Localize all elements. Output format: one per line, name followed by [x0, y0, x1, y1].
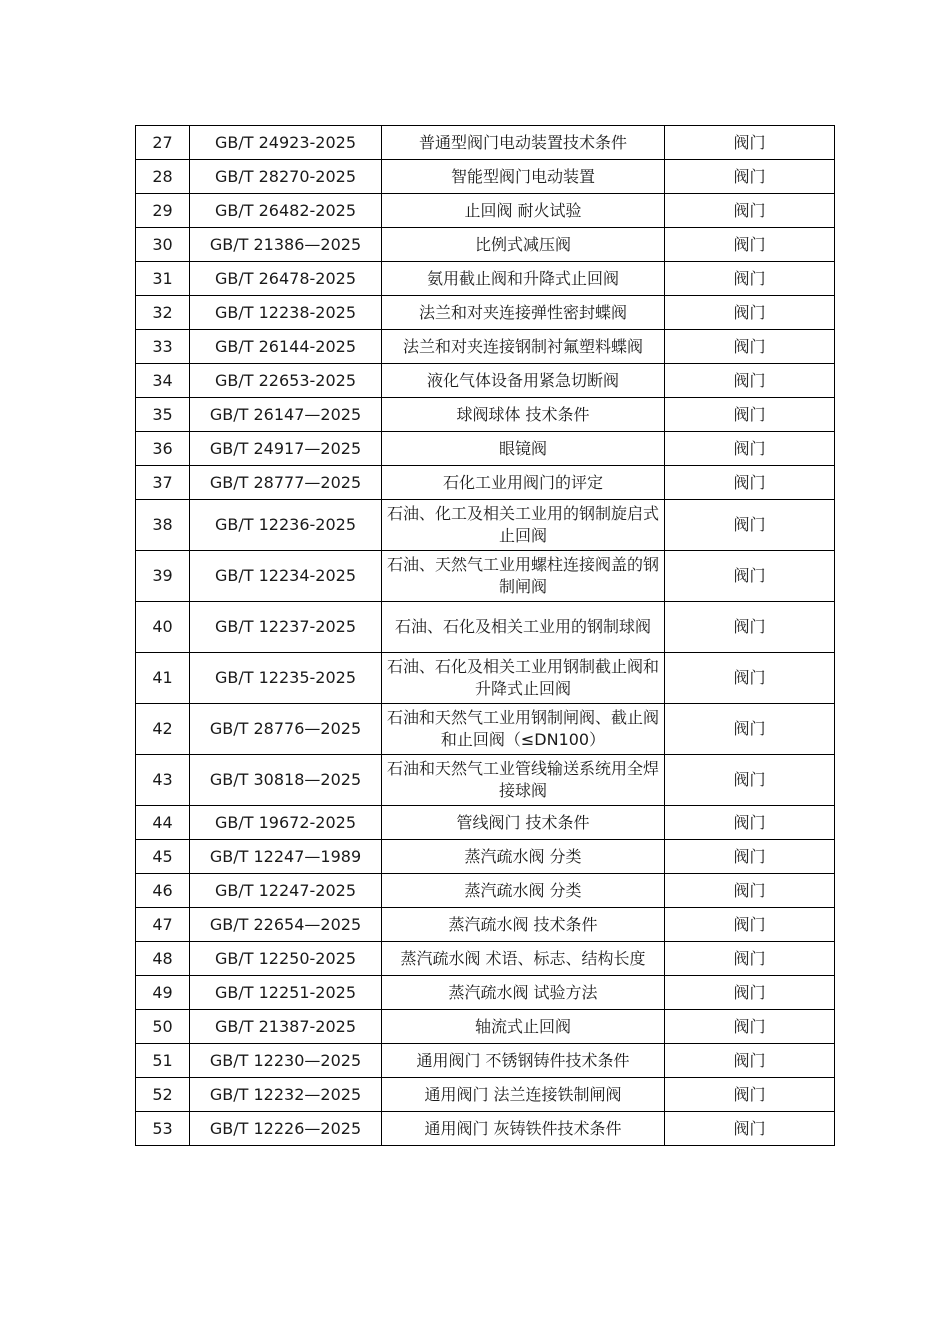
standard-name: 蒸汽疏水阀 分类 [382, 840, 665, 874]
row-number: 45 [136, 840, 190, 874]
standard-code: GB/T 21386—2025 [190, 228, 382, 262]
table-row [136, 755, 835, 806]
row-number: 31 [136, 262, 190, 296]
standard-name: 通用阀门 法兰连接铁制闸阀 [382, 1078, 665, 1112]
row-number: 43 [136, 755, 190, 806]
standard-category: 阀门 [665, 160, 835, 194]
standard-code: GB/T 22653-2025 [190, 364, 382, 398]
standard-code: GB/T 21387-2025 [190, 1010, 382, 1044]
standard-category: 阀门 [665, 432, 835, 466]
row-number: 53 [136, 1112, 190, 1146]
standard-code: GB/T 12251-2025 [190, 976, 382, 1010]
table-row [136, 432, 835, 466]
standard-name: 石油、天然气工业用螺柱连接阀盖的钢制闸阀 [382, 551, 665, 602]
standard-code: GB/T 24923-2025 [190, 126, 382, 160]
row-number: 30 [136, 228, 190, 262]
row-number: 33 [136, 330, 190, 364]
table-row [136, 704, 835, 755]
table-row [136, 908, 835, 942]
standard-category: 阀门 [665, 806, 835, 840]
standard-category: 阀门 [665, 228, 835, 262]
standard-name: 石油和天然气工业管线输送系统用全焊接球阀 [382, 755, 665, 806]
table-row [136, 330, 835, 364]
standard-category: 阀门 [665, 194, 835, 228]
row-number: 51 [136, 1044, 190, 1078]
table-row [136, 1112, 835, 1146]
row-number: 37 [136, 466, 190, 500]
standard-code: GB/T 19672-2025 [190, 806, 382, 840]
standard-code: GB/T 12230—2025 [190, 1044, 382, 1078]
standard-name: 比例式减压阀 [382, 228, 665, 262]
standard-category: 阀门 [665, 942, 835, 976]
standard-name: 管线阀门 技术条件 [382, 806, 665, 840]
standard-category: 阀门 [665, 840, 835, 874]
standard-name: 液化气体设备用紧急切断阀 [382, 364, 665, 398]
standard-code: GB/T 26144-2025 [190, 330, 382, 364]
table-row [136, 551, 835, 602]
standard-code: GB/T 12232—2025 [190, 1078, 382, 1112]
standard-name: 通用阀门 不锈钢铸件技术条件 [382, 1044, 665, 1078]
row-number: 41 [136, 653, 190, 704]
standard-code: GB/T 12247—1989 [190, 840, 382, 874]
standard-code: GB/T 22654—2025 [190, 908, 382, 942]
standard-code: GB/T 26482-2025 [190, 194, 382, 228]
standard-name: 石油、化工及相关工业用的钢制旋启式止回阀 [382, 500, 665, 551]
standard-code: GB/T 28777—2025 [190, 466, 382, 500]
standard-name: 法兰和对夹连接弹性密封蝶阀 [382, 296, 665, 330]
standard-category: 阀门 [665, 704, 835, 755]
standard-name: 石油、石化及相关工业用钢制截止阀和升降式止回阀 [382, 653, 665, 704]
table-row [136, 160, 835, 194]
row-number: 42 [136, 704, 190, 755]
table-row [136, 364, 835, 398]
table-row [136, 398, 835, 432]
table-row [136, 262, 835, 296]
standard-name: 蒸汽疏水阀 术语、标志、结构长度 [382, 942, 665, 976]
row-number: 47 [136, 908, 190, 942]
standard-name: 轴流式止回阀 [382, 1010, 665, 1044]
standard-code: GB/T 12237-2025 [190, 602, 382, 653]
table-row [136, 126, 835, 160]
standard-name: 蒸汽疏水阀 技术条件 [382, 908, 665, 942]
standard-code: GB/T 12250-2025 [190, 942, 382, 976]
table-row [136, 466, 835, 500]
table-row [136, 874, 835, 908]
standard-category: 阀门 [665, 398, 835, 432]
row-number: 46 [136, 874, 190, 908]
standard-category: 阀门 [665, 1044, 835, 1078]
row-number: 44 [136, 806, 190, 840]
standard-name: 石油、石化及相关工业用的钢制球阀 [382, 602, 665, 653]
standard-category: 阀门 [665, 1112, 835, 1146]
standard-category: 阀门 [665, 874, 835, 908]
standard-category: 阀门 [665, 908, 835, 942]
row-number: 52 [136, 1078, 190, 1112]
row-number: 28 [136, 160, 190, 194]
table-row [136, 1010, 835, 1044]
table-row [136, 840, 835, 874]
row-number: 27 [136, 126, 190, 160]
table-row [136, 296, 835, 330]
standard-code: GB/T 12238-2025 [190, 296, 382, 330]
standard-category: 阀门 [665, 296, 835, 330]
standard-code: GB/T 12236-2025 [190, 500, 382, 551]
row-number: 40 [136, 602, 190, 653]
standard-category: 阀门 [665, 126, 835, 160]
standard-category: 阀门 [665, 500, 835, 551]
standard-code: GB/T 30818—2025 [190, 755, 382, 806]
table-row [136, 194, 835, 228]
standard-name: 蒸汽疏水阀 试验方法 [382, 976, 665, 1010]
table-row [136, 500, 835, 551]
standards-table [135, 125, 835, 1146]
row-number: 50 [136, 1010, 190, 1044]
standard-category: 阀门 [665, 1010, 835, 1044]
standard-code: GB/T 26478-2025 [190, 262, 382, 296]
standard-category: 阀门 [665, 262, 835, 296]
standard-category: 阀门 [665, 653, 835, 704]
row-number: 36 [136, 432, 190, 466]
row-number: 48 [136, 942, 190, 976]
row-number: 39 [136, 551, 190, 602]
standard-name: 通用阀门 灰铸铁件技术条件 [382, 1112, 665, 1146]
standard-category: 阀门 [665, 755, 835, 806]
standard-name: 球阀球体 技术条件 [382, 398, 665, 432]
standard-name: 法兰和对夹连接钢制衬氟塑料蝶阀 [382, 330, 665, 364]
standard-name: 蒸汽疏水阀 分类 [382, 874, 665, 908]
standard-name: 智能型阀门电动装置 [382, 160, 665, 194]
standards-table-body [136, 126, 835, 1146]
standard-name: 眼镜阀 [382, 432, 665, 466]
row-number: 38 [136, 500, 190, 551]
table-row [136, 942, 835, 976]
table-row [136, 1078, 835, 1112]
standard-name: 止回阀 耐火试验 [382, 194, 665, 228]
row-number: 34 [136, 364, 190, 398]
standard-code: GB/T 12234-2025 [190, 551, 382, 602]
standard-name: 普通型阀门电动装置技术条件 [382, 126, 665, 160]
row-number: 35 [136, 398, 190, 432]
standard-name: 氨用截止阀和升降式止回阀 [382, 262, 665, 296]
table-row [136, 653, 835, 704]
table-row [136, 1044, 835, 1078]
table-row [136, 602, 835, 653]
row-number: 49 [136, 976, 190, 1010]
standard-category: 阀门 [665, 551, 835, 602]
standard-name: 石化工业用阀门的评定 [382, 466, 665, 500]
row-number: 32 [136, 296, 190, 330]
standard-code: GB/T 12235-2025 [190, 653, 382, 704]
standard-code: GB/T 12247-2025 [190, 874, 382, 908]
standard-code: GB/T 12226—2025 [190, 1112, 382, 1146]
table-row [136, 806, 835, 840]
standard-category: 阀门 [665, 976, 835, 1010]
standard-category: 阀门 [665, 1078, 835, 1112]
standard-name: 石油和天然气工业用钢制闸阀、截止阀和止回阀（≤DN100） [382, 704, 665, 755]
table-row [136, 228, 835, 262]
row-number: 29 [136, 194, 190, 228]
standard-category: 阀门 [665, 602, 835, 653]
standard-code: GB/T 28776—2025 [190, 704, 382, 755]
standard-code: GB/T 24917—2025 [190, 432, 382, 466]
table-row [136, 976, 835, 1010]
standard-code: GB/T 28270-2025 [190, 160, 382, 194]
standard-category: 阀门 [665, 466, 835, 500]
standard-code: GB/T 26147—2025 [190, 398, 382, 432]
standard-category: 阀门 [665, 330, 835, 364]
standard-category: 阀门 [665, 364, 835, 398]
